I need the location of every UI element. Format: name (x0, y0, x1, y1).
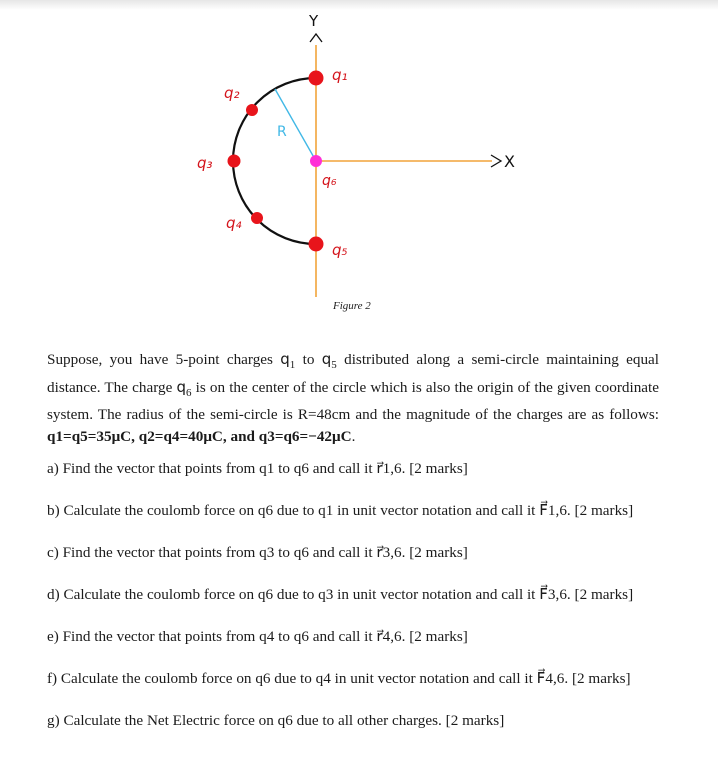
charge-q6-dot (310, 155, 322, 167)
intro-part-2: to (295, 351, 322, 368)
symbol-q5: $q_5$ (321, 350, 337, 371)
symbol-q6: $q_6$ (176, 377, 192, 399)
figure-caption: Figure 2 (333, 300, 371, 312)
charge-q2-label: q₂ (224, 84, 240, 102)
intro-part-1: Suppose, you have 5-point charges (47, 351, 281, 368)
charge-values: q1=q5=35μC, q2=q4=40μC, and q3=q6=−42μC (47, 427, 352, 445)
x-axis-arrow-icon (491, 155, 501, 167)
question-c: c) Find the vector that points from q3 to q6 and call it r⃗3,6. [2 marks] (47, 544, 468, 561)
charge-q6-label: q₆ (322, 173, 337, 189)
semicircle-charge-figure (0, 0, 718, 320)
charge-q2-dot (246, 104, 258, 116)
charge-q1-dot (309, 71, 324, 86)
question-a: a) Find the vector that points from q1 to q6 and call it r⃗1,6. [2 marks] (47, 460, 468, 477)
y-axis-label: Y (309, 12, 319, 30)
x-axis-label: X (504, 152, 515, 171)
intro-part-3: distributed along a semi-circle maintaining equal distance. The charge (47, 351, 659, 396)
semicircle-arc (233, 78, 316, 244)
question-b: b) Calculate the coulomb force on q6 due to q1 in unit vector notation and call it F⃗1,6. [2 marks] (47, 502, 634, 519)
y-axis-arrow-icon (310, 34, 322, 42)
intro-part-4: is on the center of the circle which is also the origin of the given coordinate system. The radius of the semi-circle is R=48cm and the magnitude of the charges are as follows: (47, 378, 659, 423)
charge-q5-label: q₅ (332, 241, 348, 259)
question-f: f) Calculate the coulomb force on q6 due to q4 in unit vector notation and call it F⃗4,6. [2 marks] (47, 670, 631, 687)
charge-q5-dot (309, 237, 324, 252)
question-d: d) Calculate the coulomb force on q6 due to q3 in unit vector notation and call it F⃗3,6. [2 marks] (47, 586, 634, 603)
charge-q4-label: q₄ (226, 214, 242, 232)
symbol-q1: $q_1$ (280, 350, 296, 371)
charge-q4-dot (251, 212, 263, 224)
question-g: g) Calculate the Net Electric force on q6 due to all other charges. [2 marks] (47, 712, 505, 729)
problem-statement (47, 349, 659, 447)
question-e: e) Find the vector that points from q4 to q6 and call it r⃗4,6. [2 marks] (47, 628, 468, 645)
charge-q1-label: q₁ (332, 66, 348, 84)
charge-q3-dot (228, 155, 241, 168)
charge-q3-label: q₃ (197, 154, 213, 172)
radius-label: R (277, 124, 287, 140)
intro-end: . (351, 427, 356, 445)
